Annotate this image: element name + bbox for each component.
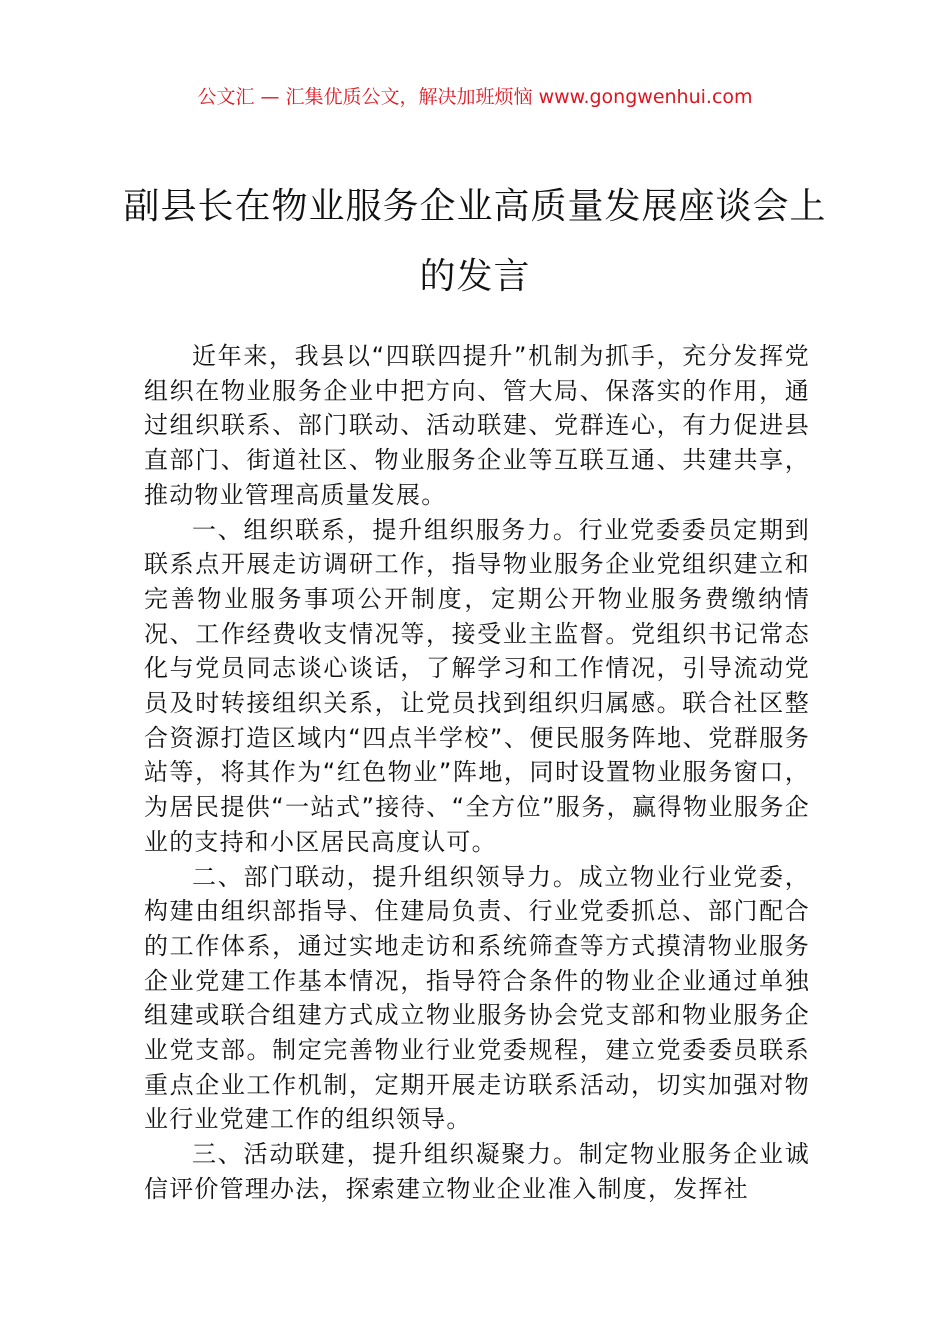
document-title: 副县长在物业服务企业高质量发展座谈会上的发言	[123, 186, 827, 297]
paragraph-section-1: 一、组织联系，提升组织服务力。行业党委委员定期到联系点开展走访调研工作，指导物业服务企业党组织建立和完善物业服务事项公开制度，定期公开物业服务费缴纳情况、工作经费收支情况等，接受业主监督。党组织书记常态化与党员同志谈心谈话，了解学习和工作情况，引导流动党员及时转接组织关系，让党员找到组织归属感。联合社区整合资源打造区域内“四点半学校”、便民服务阵地、党群服务站等，将其作为“红色物业”阵地，同时设置物业服务窗口，为居民提供“一站式”接待、“全方位”服务，赢得物业服务企业的支持和小区居民高度认可。	[144, 515, 810, 856]
header-banner: 公文汇 — 汇集优质公文，解决加班烦恼 www.gongwenhui.com	[197, 86, 753, 108]
paragraph-intro: 近年来，我县以“四联四提升”机制为抓手，充分发挥党组织在物业服务企业中把方向、管大局、保落实的作用，通过组织联系、部门联动、活动联建、党群连心，有力促进县直部门、街道社区、物业服务企业等互联互通、共建共享，推动物业管理高质量发展。	[144, 342, 810, 509]
paragraph-section-2: 二、部门联动，提升组织领导力。成立物业行业党委，构建由组织部指导、住建局负责、行业党委抓总、部门配合的工作体系，通过实地走访和系统筛查等方式摸清物业服务企业党建工作基本情况，指导符合条件的物业企业通过单独组建或联合组建方式成立物业服务协会党支部和物业服务企业党支部。制定完善物业行业党委规程，建立党委委员联系重点企业工作机制，定期开展走访联系活动，切实加强对物业行业党建工作的组织领导。	[144, 862, 810, 1134]
paragraph-section-3: 三、活动联建，提升组织凝聚力。制定物业服务企业诚信评价管理办法，探索建立物业企业准入制度，发挥社	[144, 1140, 810, 1203]
document-body	[144, 339, 810, 1207]
